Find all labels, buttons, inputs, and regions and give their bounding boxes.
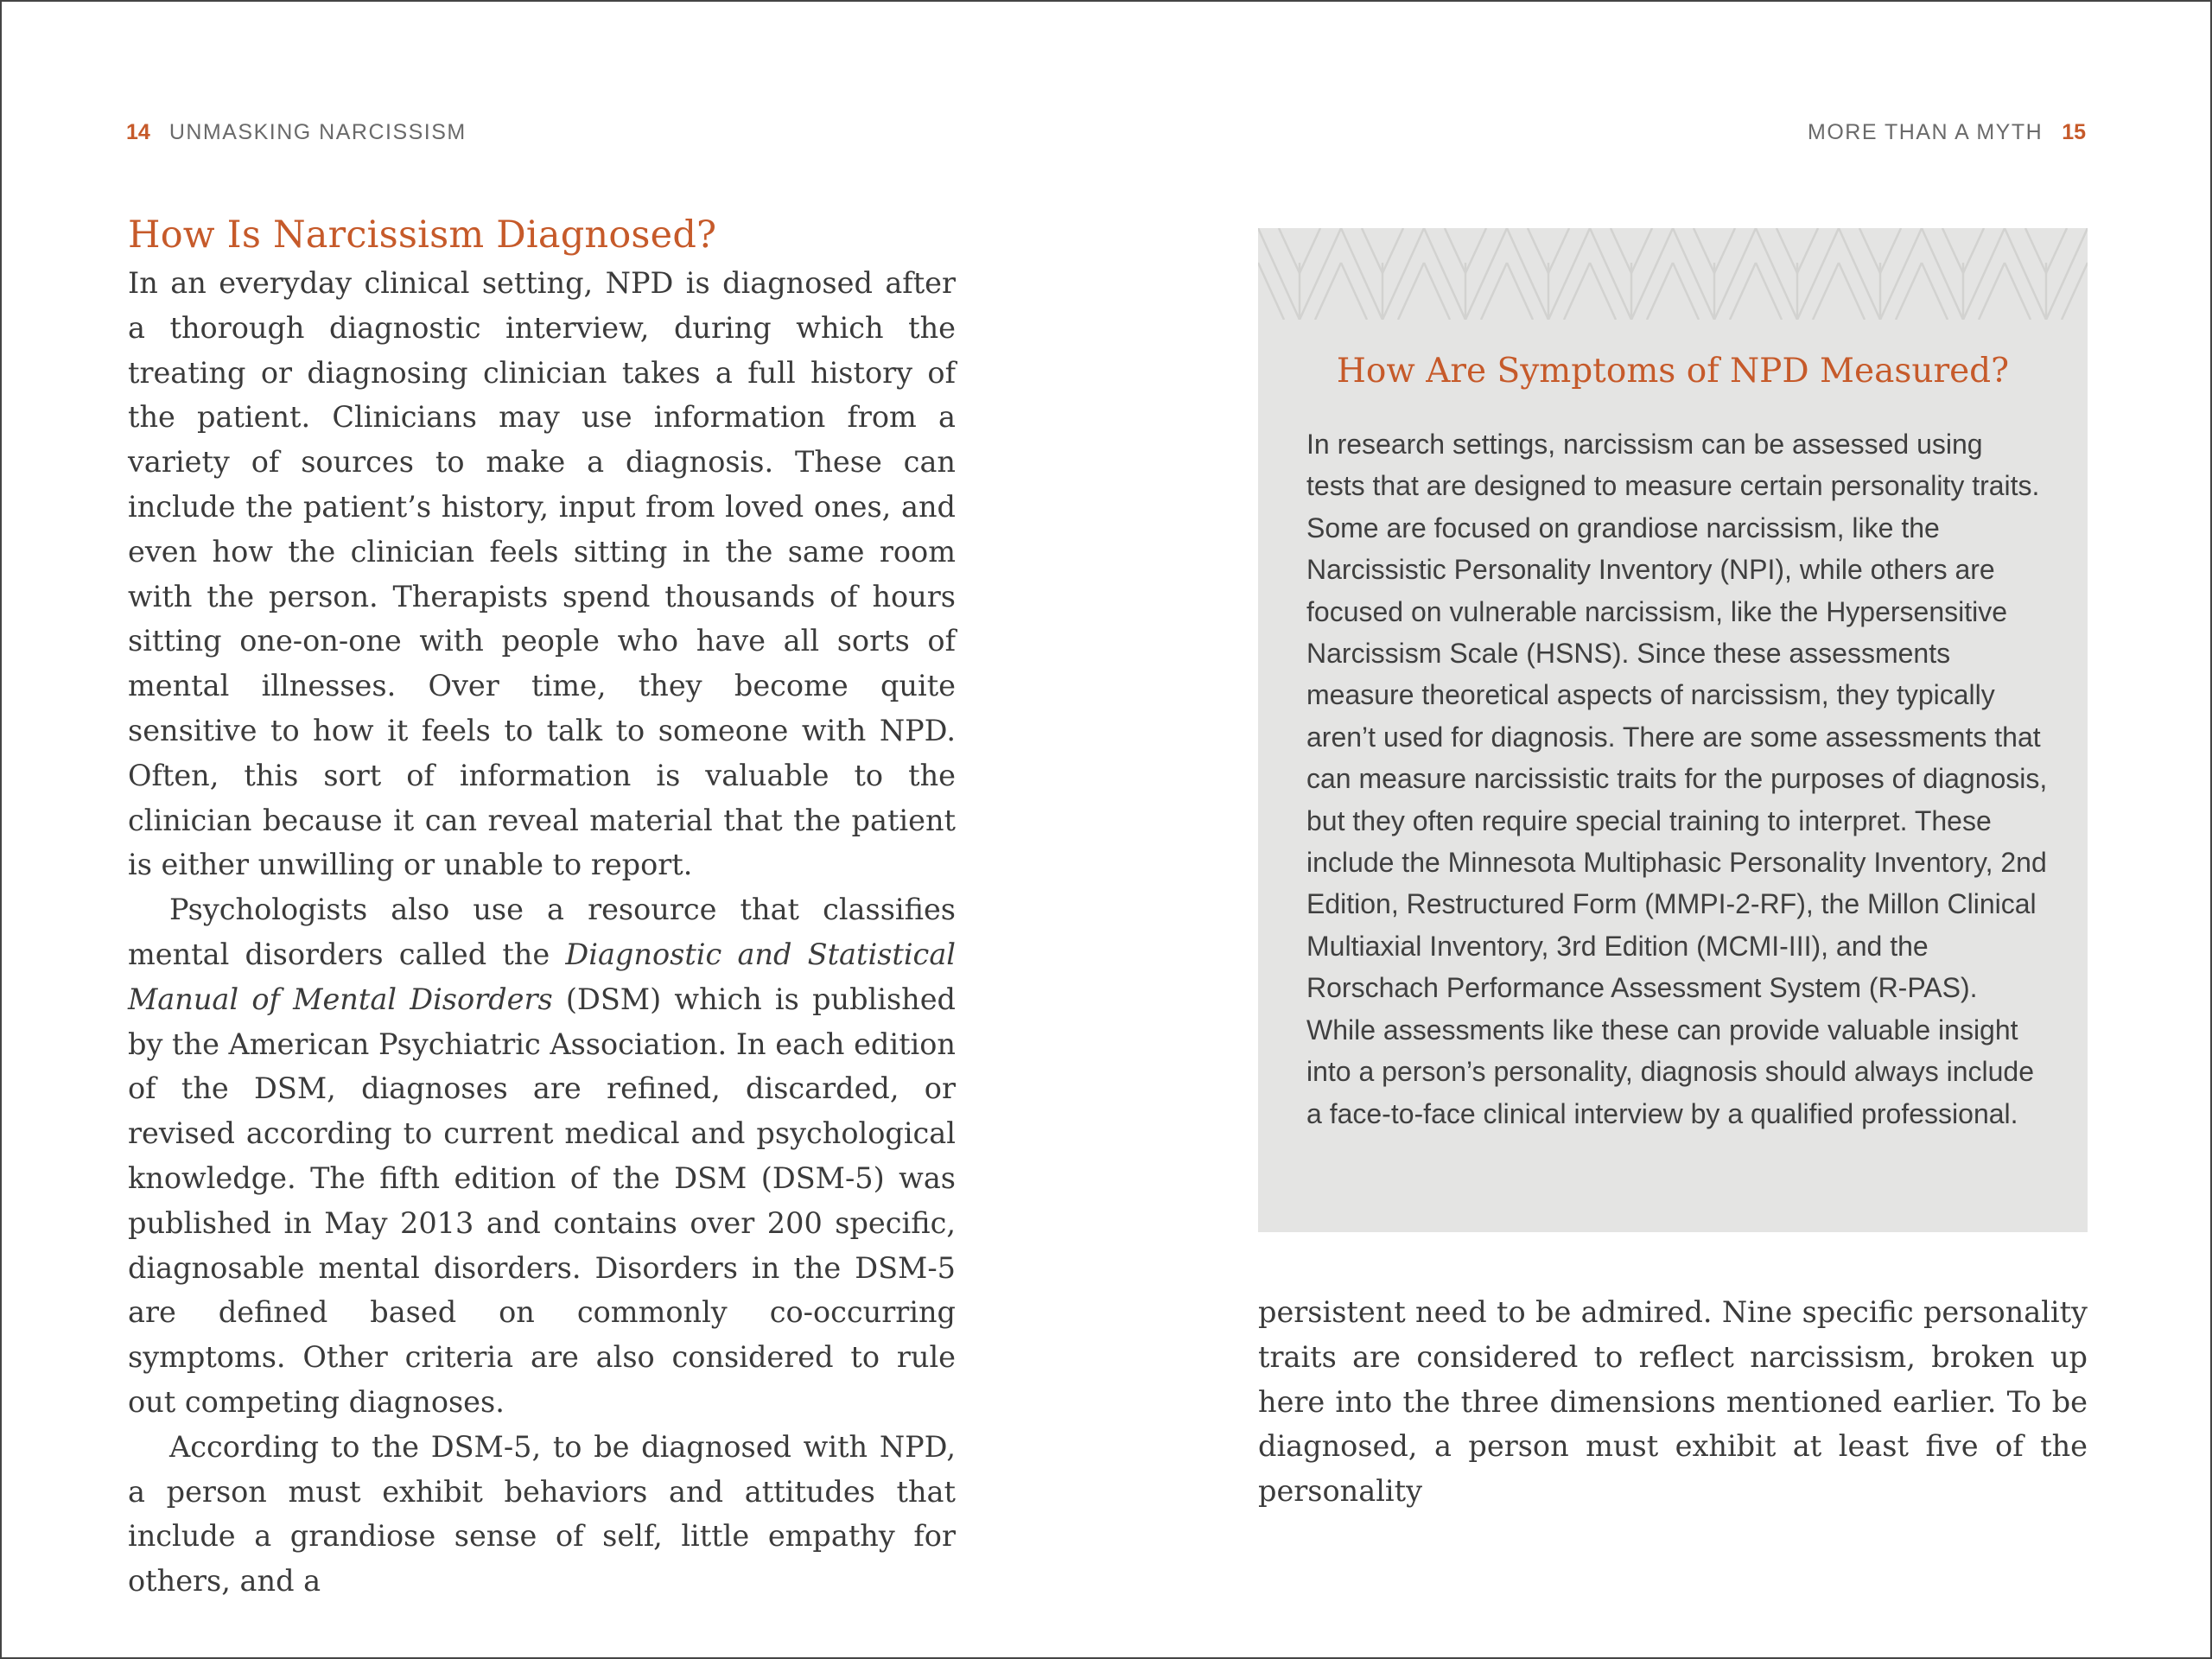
- dsm-title-italic: Diagnostic and Statistical Manual of Mental Disorders: [128, 937, 957, 1016]
- right-page-content: [1258, 1290, 2088, 1514]
- right-page-number: 15: [2062, 120, 2086, 144]
- paragraph-2-after: (DSM) which is published by the American Psychiatric Association. In each edition of the DSM, diagnoses are refined, discarded, or revised according to current medical and psychological knowledge. The fifth edition of the DSM (DSM-5) was published in May 2013 and contains over 200 specific, diagnosable mental disorders. Disorders in the DSM-5 are defined based on commonly co-occurring symptoms. Other criteria are also considered to rule out competing diagnoses.: [128, 982, 957, 1419]
- chevron-pattern: [1258, 228, 2088, 320]
- paragraph-2: [128, 887, 956, 1425]
- left-page-content: [128, 209, 956, 1604]
- sidebar-box: [1258, 228, 2088, 1232]
- paragraph-2-before: Psychologists also use a resource that classifies mental disorders called the: [128, 893, 956, 971]
- sidebar-heading: How Are Symptoms of NPD Measured?: [1336, 352, 2010, 391]
- sidebar-text: In research settings, narcissism can be assessed using tests that are designed to measure certain personality traits. Some are focused on grandiose narcissism, like the Narcissistic Personality Inventory (NPI), while others are focused on vulnerable narcissism, like the Hypersensitive Narcissism Scale (HSNS). Since these assessments measure theoretical aspects of narcissism, they typically aren’t used for diagnosis. There are some assessments that can measure narcissistic traits for the purposes of diagnosis, but they often require special training to interpret. These include the Minnesota Multiphasic Personality Inventory, 2nd Edition, Restructured Form (MMPI-2-RF), the Millon Clinical Multiaxial Inventory, 3rd Edition (MCMI-III), and the Rorschach Performance Assessment System (R-PAS). While assessments like these can provide valuable insight into a person’s personality, diagnosis should always include a face-to-face clinical interview by a qualified professional.: [1306, 429, 2048, 1129]
- left-running-title: UNMASKING NARCISSISM: [168, 120, 467, 144]
- paragraph-1: In an everyday clinical setting, NPD is diagnosed after a thorough diagnostic interview, during which the treating or diagnosing clinician takes a full history of the patient. Clinicians may use information from a variety of sources to make a diagnosis. These can include the patient’s history, input from loved ones, and even how the clinician feels sitting in the same room with the person. Therapists spend thousands of hours sitting one-on-one with people who have all sorts of mental illnesses. Over time, they become quite sensitive to how it feels to talk to someone with NPD. Often, this sort of information is valuable to the clinician because it can reveal material that the patient is either unwilling or unable to report.: [128, 266, 956, 882]
- section-heading: How Is Narcissism Diagnosed?: [128, 213, 717, 257]
- paragraph-3: According to the DSM-5, to be diagnosed with NPD, a person must exhibit behaviors and attitudes that include a grandiose sense of self, little empathy for others, and a: [128, 1429, 956, 1599]
- right-running-title: MORE THAN A MYTH: [1808, 120, 2044, 144]
- left-running-head: [126, 119, 467, 145]
- left-page-number: 14: [126, 120, 150, 144]
- left-body-text: [128, 261, 956, 1604]
- right-running-head: [1808, 119, 2086, 145]
- continuation-paragraph: persistent need to be admired. Nine specific personality traits are considered to reflect narcissism, broken up here into the three dimensions mentioned earlier. To be diagnosed, a person must exhibit at least five of the personality: [1258, 1295, 2088, 1509]
